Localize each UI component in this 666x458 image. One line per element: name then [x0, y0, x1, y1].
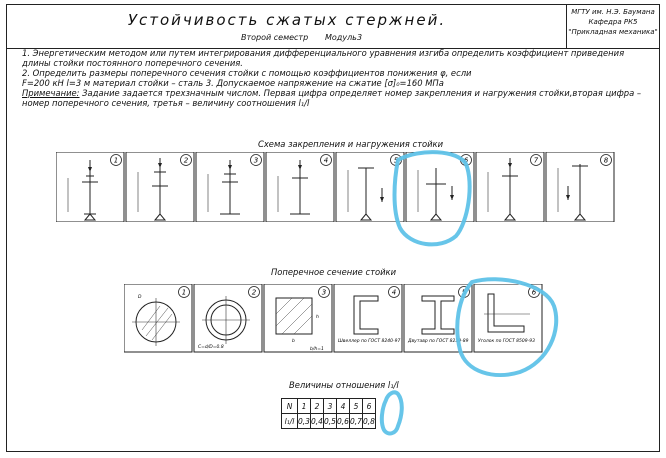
- ratio-n-cell: 5: [350, 399, 363, 414]
- dim-D-label: D: [138, 295, 142, 300]
- section-number-5: 5: [461, 288, 467, 297]
- ratio-value-cell: 0,6: [337, 414, 350, 429]
- page-title: Устойчивость сжатых стержней.: [127, 11, 447, 29]
- dim-h-label: h: [316, 315, 319, 320]
- ratio-value-header: l₁/l: [282, 414, 298, 429]
- stamp-line-department: Кафедра РК5: [588, 18, 638, 26]
- angle-label: Уголок по ГОСТ 8509-93: [478, 339, 535, 344]
- ratio-n-cell: 2: [311, 399, 324, 414]
- scheme-number-8: 8: [603, 156, 609, 165]
- dim-b-label: b: [292, 339, 295, 344]
- note-label: Примечание:: [22, 88, 80, 98]
- scheme-number-1: 1: [113, 156, 119, 165]
- ratio-caption: Величины отношения l₁/l: [289, 380, 399, 390]
- module-label: Модуль: [325, 33, 357, 42]
- task-line-3: F=200 кН l=3 м материал стойки – сталь 3. Допускаемое напряжение на сжатие [σ]₀=160 МПа: [22, 78, 444, 88]
- scheme-number-4: 4: [323, 156, 329, 165]
- section-number-2: 2: [251, 288, 257, 297]
- task-line-2: 2. Определить размеры поперечного сечения стойки с помощью коэффициентов понижения φ, если: [22, 68, 472, 78]
- ratio-n-cell: 6: [363, 399, 376, 414]
- semester-label: Второй семестр: [241, 33, 309, 42]
- ratio-n-cell: 1: [298, 399, 311, 414]
- ratio-value-cell: 0,5: [324, 414, 337, 429]
- task-line-1: 1. Энергетическим методом или путем интегрирования дифференциального уравнения изгиба определить коэффициент приведения длины стойки постоянного поперечного сечения.: [22, 48, 625, 68]
- scheme-number-6: 6: [463, 156, 469, 165]
- section-number-3: 3: [321, 288, 327, 297]
- ratio-value-cell: 0,3: [298, 414, 311, 429]
- stamp-line-university: МГТУ им. Н.Э. Баумана: [571, 8, 655, 16]
- ratio-value-cell: 0,8: [363, 414, 376, 429]
- scheme-number-3: 3: [253, 156, 259, 165]
- cross-section-caption: Поперечное сечение стойки: [271, 267, 397, 277]
- scheme-number-7: 7: [533, 156, 539, 165]
- ratio-value-cell: 0,4: [311, 414, 324, 429]
- marker-circle-scheme-6: [395, 152, 470, 244]
- ratio-value-cell: 0,7: [350, 414, 363, 429]
- box-ratio-label: b/h=1: [310, 347, 324, 352]
- channel-label: Швеллер по ГОСТ 8240-97: [338, 339, 401, 344]
- section-number-1: 1: [181, 288, 187, 297]
- ratio-n-header: N: [282, 399, 298, 414]
- scheme-number-2: 2: [183, 156, 189, 165]
- ring-ratio-label: C=d/D=0.8: [198, 345, 224, 350]
- section-number-6: 6: [531, 288, 537, 297]
- marker-circle-section-6: [457, 279, 556, 375]
- marker-circle-ratio-6: [382, 392, 402, 433]
- scheme-number-5: 5: [393, 156, 399, 165]
- module-number: 3: [357, 33, 363, 42]
- ratio-n-cell: 4: [337, 399, 350, 414]
- note-text: Задание задается трехзначным числом. Первая цифра определяет номер закрепления и нагружения стойки,вторая цифра – номер поперечного сечения, третья – величину соотношения l₁/l: [22, 88, 642, 108]
- ibeam-label: Двутавр по ГОСТ 8239-89: [408, 339, 469, 344]
- scheme-caption: Схема закрепления и нагружения стойки: [258, 139, 444, 149]
- section-number-4: 4: [391, 288, 397, 297]
- ratio-n-cell: 3: [324, 399, 337, 414]
- stamp-line-course: "Прикладная механика": [568, 28, 658, 36]
